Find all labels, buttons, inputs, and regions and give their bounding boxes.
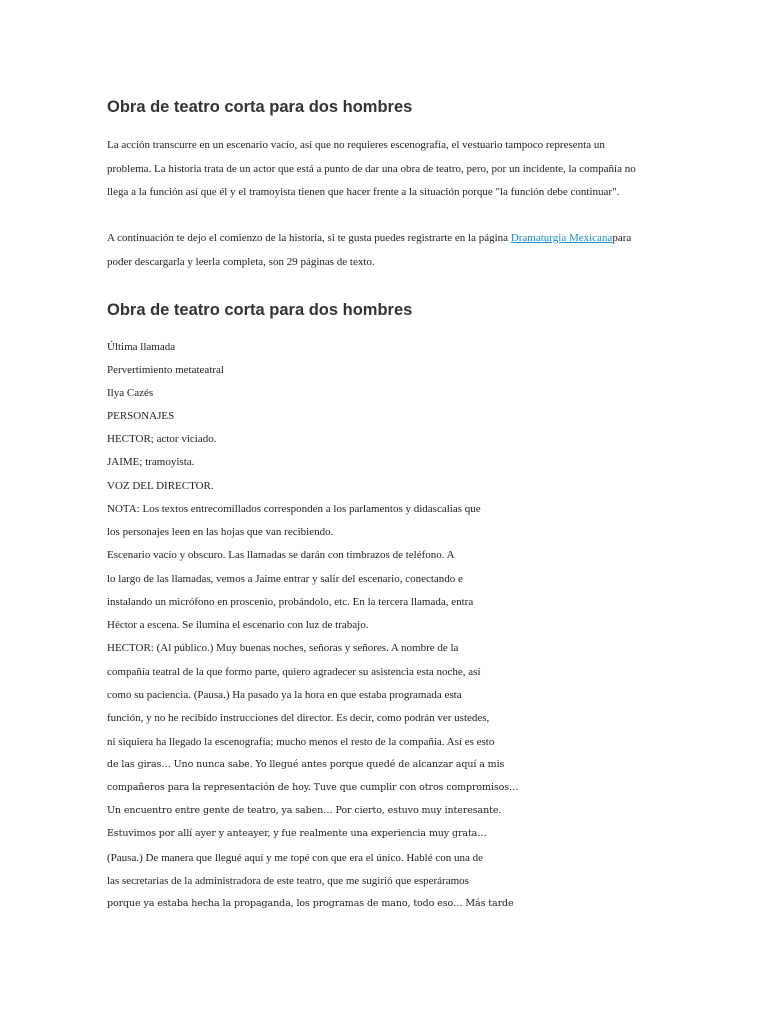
dramaturgia-mexicana-link[interactable]: Dramaturgia Mexicana: [510, 232, 613, 244]
script-line: compañía teatral de la que formo parte, quiero agradecer su asistencia esta noche, así: [107, 666, 481, 678]
script-line: (Pausa.) De manera que llegué aquí y me topé con que era el único. Hablé con una de: [107, 852, 483, 864]
script-line: Estuvimos por allí ayer y anteayer, y fue realmente una experiencia muy grata…: [107, 828, 487, 839]
script-line: lo largo de las llamadas, vemos a Jaime entrar y salir del escenario, conectando e: [107, 573, 463, 585]
section-subtitle: Obra de teatro corta para dos hombres: [107, 301, 413, 319]
script-line: Héctor a escena. Se ilumina el escenario con luz de trabajo.: [107, 619, 369, 631]
script-line: Pervertimiento metateatral: [107, 364, 224, 376]
intro-line: llega a la función así que él y el tramoyista tienen que hacer frente a la situación porque "la función debe continuar".: [107, 186, 620, 198]
continuation-text: A continuación te dejo el comienzo de la historia, si te gusta puedes registrarte en la página: [107, 232, 511, 244]
script-line: JAIME; tramoyista.: [107, 456, 195, 468]
script-line: los personajes leen en las hojas que van recibiendo.: [107, 526, 334, 538]
script-line: HECTOR; actor viciado.: [107, 433, 217, 445]
script-line: como su paciencia. (Pausa.) Ha pasado ya la hora en que estaba programada esta: [107, 689, 462, 701]
script-line: Escenario vacío y obscuro. Las llamadas se darán con timbrazos de teléfono. A: [107, 549, 455, 561]
page-title: Obra de teatro corta para dos hombres: [107, 98, 413, 116]
continuation-line: [107, 231, 631, 245]
continuation-line: poder descargarla y leerla completa, son 29 páginas de texto.: [107, 256, 375, 268]
script-line: porque ya estaba hecha la propaganda, los programas de mano, todo eso… Más tarde: [107, 898, 514, 909]
continuation-text-after-link: para: [612, 232, 632, 244]
script-line: compañeros para la representación de hoy. Tuve que cumplir con otros compromisos…: [107, 782, 519, 793]
script-line: ni siquiera ha llegado la escenografía; mucho menos el resto de la compañía. Así es esto: [107, 736, 495, 748]
script-line: HECTOR: (Al público.) Muy buenas noches, señoras y señores. A nombre de la: [107, 642, 459, 654]
script-line: NOTA: Los textos entrecomillados corresponden a los parlamentos y didascalias que: [107, 503, 481, 515]
script-line: función, y no he recibido instrucciones del director. Es decir, como podrán ver ustedes,: [107, 712, 490, 724]
script-line: VOZ DEL DIRECTOR.: [107, 480, 214, 492]
intro-line: La acción transcurre en un escenario vacío, así que no requieres escenografía, el vestuario tampoco representa un: [107, 139, 605, 151]
script-line: PERSONAJES: [107, 410, 175, 422]
intro-line: problema. La historia trata de un actor que está a punto de dar una obra de teatro, pero, por un incidente, la compañía no: [107, 163, 636, 175]
script-line: las secretarias de la administradora de este teatro, que me sugirió que esperáramos: [107, 875, 469, 887]
script-line: Ilya Cazés: [107, 387, 154, 399]
script-line: instalando un micrófono en proscenio, probándolo, etc. En la tercera llamada, entra: [107, 596, 474, 608]
script-line: Un encuentro entre gente de teatro, ya saben… Por cierto, estuvo muy interesante.: [107, 805, 502, 816]
script-line: de las giras… Uno nunca sabe. Yo llegué antes porque quedé de alcanzar aquí a mis: [107, 759, 505, 770]
script-line: Última llamada: [107, 341, 176, 353]
